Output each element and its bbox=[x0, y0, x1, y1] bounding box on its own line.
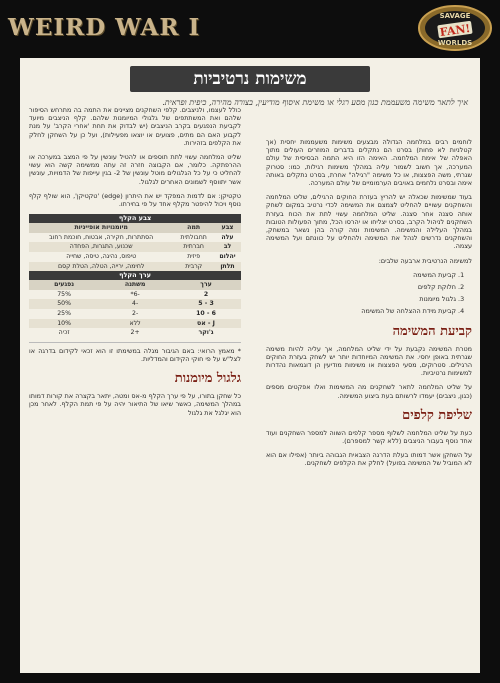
table-row bbox=[29, 290, 241, 300]
table-cell: שכנוע, התגרות, הפחדה bbox=[29, 242, 173, 252]
section-heading: גלגול מיומנות bbox=[174, 371, 241, 387]
table-row bbox=[29, 262, 241, 272]
header-bar bbox=[0, 0, 500, 58]
table-header-cell: מיומנויות אופייניות bbox=[29, 223, 173, 233]
paragraph: כעת על שליט המלחמה לשלוף מספר קלפים השווה למספר השחקנים ועוד אחד נוסף בעבור הניצבים (ללא קשר למספרם). bbox=[266, 428, 472, 446]
list-item: 1. קביעת המשימה bbox=[266, 271, 456, 279]
logo-word-savage: SAVAGE bbox=[439, 12, 471, 20]
list-item: 2. חלוקת קלפים bbox=[266, 283, 456, 291]
paragraph: על השחקן אשר דמותו בעלת הדרגה הצבאית הגבוהה ביותר (אפילו אם הוא לא המוביל של המשימה בפועל) לחלק את הקלפים לשחקנים. bbox=[266, 451, 472, 468]
table-cell: +2 bbox=[130, 329, 140, 337]
table-header-cell: נפגעים bbox=[29, 280, 99, 290]
paragraph: לוחמים רבים במלחמה הגדולה מבצעים משימות משעממות יחסית (אך קטלניות לא פחות) בסרט הם נתקלים בדברים המוזרים העולים מתוך האפלה של אימת המלחמה. האימה הזו היא התמה הבסיסית של עולם המערכה, אך חשוב לשמור עליה במהלך משימות רגילות, כמו: סטרוק שגרתי, משה הפצצות, או כל משימה "רגילה" אחרת, בסרט נתקלים באותה אימה ובסרט נלחמים באויבים הערמומיים של עולם המערכה. bbox=[266, 138, 472, 188]
table-header-cell: ערך bbox=[171, 280, 241, 290]
table-cell: 75% bbox=[57, 290, 71, 298]
table-cell: עלה bbox=[221, 233, 234, 241]
table-header-cell: משתנה bbox=[99, 280, 171, 290]
table-header-cell: תמה bbox=[173, 223, 214, 233]
table-header-row bbox=[29, 280, 241, 290]
section-heading: שליפת קלפים bbox=[402, 407, 472, 423]
table-cell: J - אס bbox=[171, 319, 241, 329]
table-row bbox=[29, 299, 241, 309]
page-subtitle: איך לתאר משימה משעממת כגון מסע רגלי או משימת איסוף מודיעין, בצורה מהירה, כיפית ופראית. bbox=[162, 98, 468, 107]
table-row bbox=[29, 242, 241, 252]
table-cell: 6 - 10 bbox=[196, 309, 216, 317]
table-cell: קרבית bbox=[173, 262, 214, 272]
table-cell: תחבולתית bbox=[180, 233, 207, 241]
paragraph: בעוד שמשימות שכאלה יש להריץ בעזרת החוקים הרגילים, שליט המלחמה והשחקנים עשויים להחליט לצמצם את המשימה לכדי נרטיב במקום לשחק אותה סצנה אחר סצנה. שליט המלחמה עשוי לתת את הכוח בעזרת השחקנים לניהול הקרב, בסרט יצליחו או יהרסו הכל, מתוך הפעולות הטובות במהלך העלילה והמשימה. המשימות ומה קורה בהן נשאר במשחק, והשחקנים נדרשים לנהל את המשימה ולהחליט על כוונתם ועל המשימה עצמה. bbox=[266, 193, 472, 251]
table-cell: ג'וקר bbox=[198, 329, 214, 337]
table-cell: זכיה bbox=[58, 329, 70, 337]
value-table bbox=[29, 280, 241, 338]
table-cell: לב bbox=[214, 242, 241, 252]
paragraph: על שליט המלחמה לתאר לשחקנים מה המשימות ואלו אפקטים מספים (כגון, ניצבים) יעמדו לרשותם בעת ביצוע המשימה. bbox=[266, 383, 472, 400]
weird-war-logo: WEIRD WAR I bbox=[8, 14, 201, 41]
table-cell: הסתתרות, חקירה, אבטוח, חוכמת רחוב bbox=[49, 233, 154, 241]
table-header-cell: צבע bbox=[214, 223, 241, 233]
table-header-row bbox=[29, 223, 241, 233]
table-cell: פיזית bbox=[187, 253, 201, 261]
bottom-border bbox=[0, 673, 500, 683]
table-cell: 3 - 5 bbox=[171, 299, 241, 309]
table-cell: 2 bbox=[203, 290, 209, 298]
table-row bbox=[29, 309, 241, 319]
left-column bbox=[29, 106, 241, 423]
table-row bbox=[29, 319, 241, 329]
table-row bbox=[29, 252, 241, 262]
table-cell: 10% bbox=[29, 319, 99, 329]
table-cell: -4 bbox=[99, 299, 171, 309]
page-title: משימות נרטיביות bbox=[193, 69, 307, 89]
table-cell: 50% bbox=[29, 299, 99, 309]
right-column bbox=[266, 138, 472, 474]
paragraph: טקטיקן: אם לדמות המפקד יש את היתרון (edge) 'טקטיקן', הוא שולף קלף נוסף ויכול להיפטר מקלף אחד על פי בחירתו. bbox=[29, 191, 241, 209]
footnote: * מאמץ הרואי: באם הגיבור מגלה במשימתו זו הוא זכאי לקידום בדרגה או לצל"ש על פי חוקי הקידום והמדליות. bbox=[29, 346, 241, 363]
suit-table-title: צבע הקלף bbox=[29, 214, 241, 223]
value-table-title: ערך הקלף bbox=[29, 271, 241, 280]
logo-word-worlds: WORLDS bbox=[437, 39, 473, 47]
table-row bbox=[29, 233, 241, 243]
divider bbox=[29, 342, 241, 343]
section-heading: קביעת המשימה bbox=[392, 323, 472, 339]
paragraph: למשימה הנרטיבית ארבעה שלבים: bbox=[378, 256, 472, 265]
logo-word-fan: FAN! bbox=[439, 21, 472, 40]
savage-worlds-fan-logo bbox=[416, 2, 494, 54]
paragraph: כל שחקן בתורו, על פי ערך הקלף מ-אס ומטה, יתאר בקצרה את קורות דמותו במהלך המשימה, כאשר שיאו של התיאור יהיה על פי תמת הקלף. לאחר מכן הוא יגלגל את גלגול bbox=[29, 392, 241, 417]
list-item: 3. גלגול מיומנות bbox=[266, 295, 456, 303]
table-cell: ללא bbox=[99, 319, 171, 329]
paragraph: מטרת המשימה נקבעת על ידי שליט המלחמה, אך עליה להיות משימה שגרתית באופן יחסי. את המשימה המיוחדות יותר יש לשחק בעזרת החוקים הרגילים. סטרוקים, מסעי הפצצות או משימות מודיעין הן דוגמאות נהדרות למשימות נרטיביות. bbox=[266, 344, 472, 378]
table-cell: -2 bbox=[132, 309, 139, 317]
table-cell: תלתן bbox=[214, 262, 241, 272]
table-cell: לחימה, ירייה, הטלה, הטלת קסם bbox=[29, 262, 173, 272]
table-row bbox=[29, 328, 241, 338]
table-cell: יהלום bbox=[219, 253, 236, 261]
page-content bbox=[20, 58, 480, 683]
table-cell: -6* bbox=[130, 290, 140, 298]
steps-list bbox=[266, 271, 472, 316]
table-cell: חברתית bbox=[173, 242, 214, 252]
list-item: 4. קביעת מידת ההצלחה של המשימה bbox=[266, 307, 456, 315]
table-cell: 25% bbox=[57, 309, 71, 317]
paragraph: כולל לעצמו, ולניצבים. קלפי השחקנים מציינים את התמה בה מתרחש הסיפור שלהם ואת המשתתפים של גלגולי המיומנות שלהם. קלף הניצבים מיועד לקביעת הנפגעים בקרב הניצבים (יש לבדוק את תחת 'אחרי הקרב' על מנת לקבוע האם הם מתים, פצועים או יוצאו מפעילות), ועל כן על השחקן לחלק את הקלפים בזהירות. bbox=[29, 106, 241, 147]
paragraph: שליט המלחמה עשוי לתת תוספים או להטיל עונשין על פי המצב במערכה או ההרפתקה. כלומר, אם הקבוצה חזרה זה עתה ממשימה קשה הוא עשוי להחליט כי על כל הגלגולים מוטל עונשין של 2- בגין עייפות של הדמויות, עונשין אשר יתווסף לשמונים האחרים לגלגול. bbox=[29, 153, 242, 186]
suit-table bbox=[29, 223, 241, 271]
table-cell: טיפוס, נהיגה, טיסה, שחייה bbox=[66, 253, 137, 261]
